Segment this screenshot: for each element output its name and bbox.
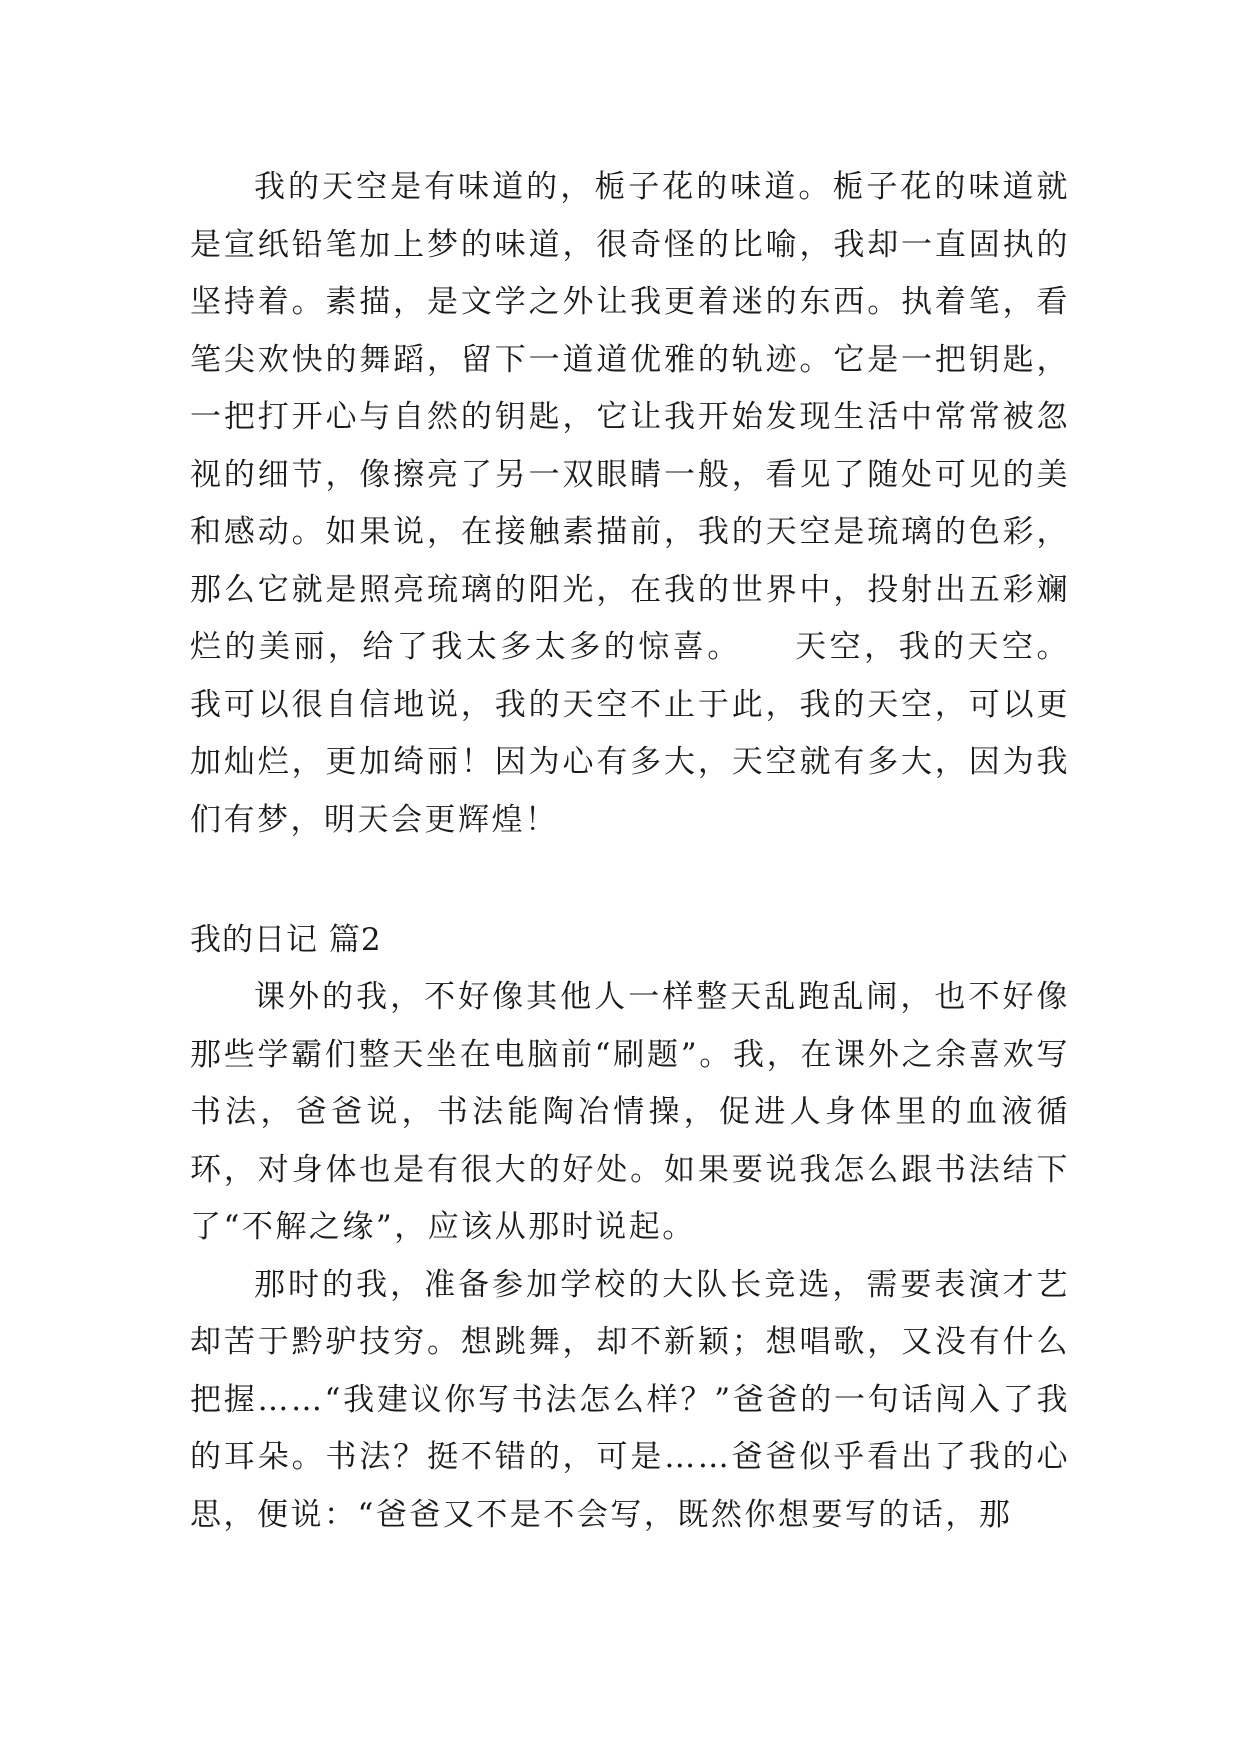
election-story-paragraph: 那时的我，准备参加学校的大队长竞选，需要表演才艺却苦于黔驴技穷。想跳舞，却不新颖；想唱歌，又没有什么把握……“我建议你写书法怎么样？”爸爸的一句话闯入了我的耳朵。书法？挺不错的，可是……爸爸似乎看出了我的心思，便说：“爸爸又不是不会写，既然你想要写的话，那: [190, 1266, 1070, 1533]
sky-essay-paragraph: 我的天空是有味道的，栀子花的味道。栀子花的味道就是宣纸铅笔加上梦的味道，很奇怪的比喻，我却一直固执的坚持着。素描，是文学之外让我更着迷的东西。执着笔，看笔尖欢快的舞蹈，留下一道道优雅的轨迹。它是一把钥匙，一把打开心与自然的钥匙，它让我开始发现生活中常常被忽视的细节，像擦亮了另一双眼睛一般，看见了随处可见的美和感动。如果说，在接触素描前，我的天空是琉璃的色彩，那么它就是照亮琉璃的阳光，在我的世界中，投射出五彩斓烂的美丽，给了我太多太多的惊喜。 天空，我的天空。我可以很自信地说，我的天空不止于此，我的天空，可以更加灿烂，更加绮丽！因为心有多大，天空就有多大，因为我们有梦，明天会更辉煌！: [190, 169, 1070, 838]
diary-heading: 我的日记 篇2: [190, 922, 382, 958]
section-2-body: [190, 969, 1070, 1544]
section-1-body: [190, 159, 1070, 849]
calligraphy-intro-paragraph: 课外的我，不好像其他人一样整天乱跑乱闹，也不好像那些学霸们整天坐在电脑前“刷题”。我，在课外之余喜欢写书法，爸爸说，书法能陶冶情操，促进人身体里的血液循环，对身体也是有很大的好处。如果要说我怎么跟书法结下了“不解之缘”，应该从那时说起。: [190, 979, 1070, 1245]
